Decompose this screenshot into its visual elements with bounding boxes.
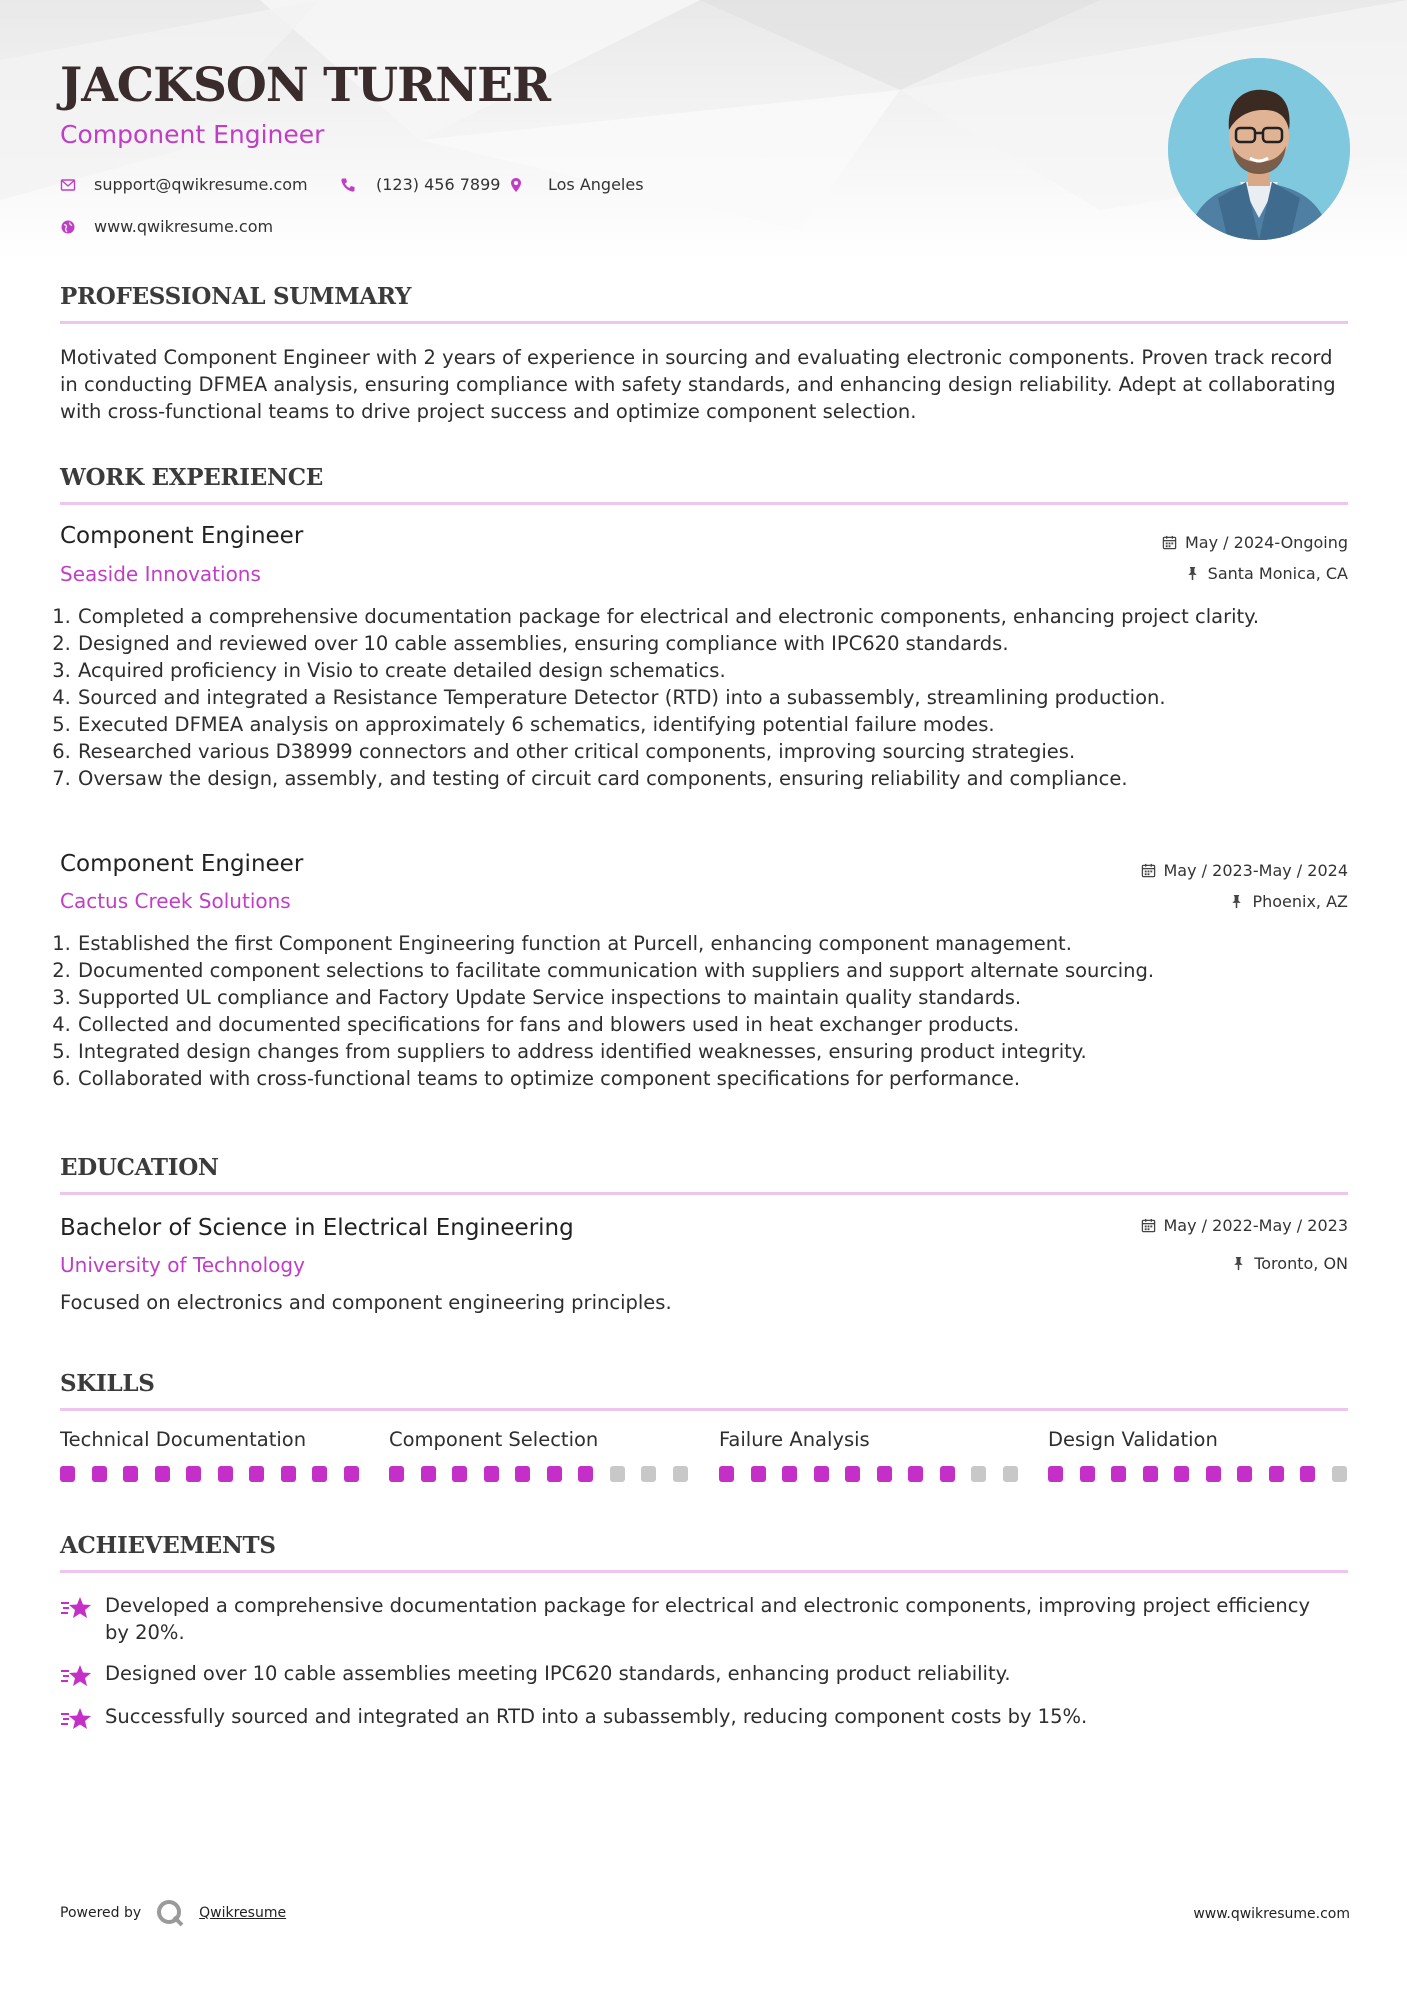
job-2-location <box>1229 892 1348 911</box>
skill-dot-filled <box>1048 1466 1063 1482</box>
qwikresume-link[interactable]: Qwikresume <box>199 1905 287 1921</box>
skill-dot-filled <box>1143 1466 1158 1482</box>
skill-dot-filled <box>814 1466 829 1482</box>
achievements-heading: ACHIEVEMENTS <box>60 1532 276 1559</box>
profile-photo <box>1168 58 1350 240</box>
skill-dot-filled <box>186 1466 201 1482</box>
skill-dot-empty <box>641 1466 656 1482</box>
job-2-bullet: 5. Integrated design changes from suppliers to address identified weaknesses, ensuring product integrity. <box>77 1038 1349 1065</box>
job-1-location <box>1185 564 1348 583</box>
job-1-date-text: May / 2024-Ongoing <box>1185 533 1348 552</box>
skill-dot-filled <box>547 1466 562 1482</box>
skill-dot-filled <box>281 1466 296 1482</box>
skill-dot-filled <box>389 1466 404 1482</box>
contact-website[interactable] <box>60 217 273 236</box>
summary-heading: PROFESSIONAL SUMMARY <box>60 283 412 310</box>
skill-dot-filled <box>940 1466 955 1482</box>
skill-dot-empty <box>673 1466 688 1482</box>
contact-phone-text: (123) 456 7899 <box>376 175 501 194</box>
star-icon <box>60 1705 92 1733</box>
skill-dot-filled <box>484 1466 499 1482</box>
skill-item <box>60 1428 358 1451</box>
calendar-icon <box>1141 863 1156 878</box>
job-2-bullet: 6. Collaborated with cross-functional teams to optimize component specifications for performance. <box>77 1065 1349 1092</box>
contact-location <box>508 175 644 194</box>
achievement-item <box>60 1660 1350 1690</box>
skill-dot-filled <box>1111 1466 1126 1482</box>
mail-icon <box>60 177 76 193</box>
skill-dot-filled <box>155 1466 170 1482</box>
skill-rating <box>719 1466 1034 1482</box>
skill-dot-filled <box>1269 1466 1284 1482</box>
pushpin-icon <box>1231 1256 1246 1271</box>
skill-dot-filled <box>782 1466 797 1482</box>
achievement-text: Developed a comprehensive documentation package for electrical and electronic components, improving project efficiency by 20%. <box>105 1594 1310 1644</box>
education-location <box>1231 1254 1348 1273</box>
experience-divider <box>60 502 1348 505</box>
skill-dot-empty <box>971 1466 986 1482</box>
job-2-bullet: 2. Documented component selections to facilitate communication with suppliers and support alternate sourcing. <box>77 957 1349 984</box>
job-2-bullet: 3. Supported UL compliance and Factory Update Service inspections to maintain quality standards. <box>77 984 1349 1011</box>
job-1-company: Seaside Innovations <box>60 562 261 586</box>
job-1-bullet: 2. Designed and reviewed over 10 cable assemblies, ensuring compliance with IPC620 standards. <box>77 630 1349 657</box>
education-description: Focused on electronics and component engineering principles. <box>60 1291 672 1314</box>
education-date-text: May / 2022-May / 2023 <box>1163 1216 1348 1235</box>
skill-dot-filled <box>719 1466 734 1482</box>
skill-name: Design Validation <box>1048 1428 1218 1451</box>
skill-item <box>719 1428 1017 1451</box>
skill-rating <box>1048 1466 1363 1482</box>
achievement-item <box>60 1703 1350 1733</box>
skill-dot-empty <box>1003 1466 1018 1482</box>
job-1-bullet: 7. Oversaw the design, assembly, and testing of circuit card components, ensuring reliability and compliance. <box>77 765 1349 792</box>
skill-dot-filled <box>908 1466 923 1482</box>
skill-dot-filled <box>452 1466 467 1482</box>
job-2-date <box>1141 861 1349 880</box>
job-1-location-text: Santa Monica, CA <box>1207 564 1348 583</box>
candidate-role: Component Engineer <box>60 120 325 149</box>
job-1-bullet: 4. Sourced and integrated a Resistance Temperature Detector (RTD) into a subassembly, streamlining production. <box>77 684 1349 711</box>
profile-illustration <box>1168 58 1350 240</box>
skill-dot-filled <box>578 1466 593 1482</box>
skill-dot-filled <box>1237 1466 1252 1482</box>
job-2-location-text: Phoenix, AZ <box>1252 892 1348 911</box>
achievements-divider <box>60 1570 1348 1573</box>
phone-icon <box>340 177 356 193</box>
skill-dot-filled <box>515 1466 530 1482</box>
skill-dot-filled <box>60 1466 75 1482</box>
pushpin-icon <box>1185 566 1200 581</box>
contact-phone[interactable] <box>340 175 500 194</box>
skill-dot-filled <box>312 1466 327 1482</box>
calendar-icon <box>1162 535 1177 550</box>
globe-icon <box>60 219 76 235</box>
skill-dot-filled <box>1174 1466 1189 1482</box>
skills-heading: SKILLS <box>60 1370 155 1397</box>
skill-dot-filled <box>344 1466 359 1482</box>
skill-dot-empty <box>1332 1466 1347 1482</box>
skill-dot-filled <box>877 1466 892 1482</box>
skill-dot-filled <box>845 1466 860 1482</box>
skill-dot-empty <box>610 1466 625 1482</box>
job-1-bullet: 3. Acquired proficiency in Visio to create detailed design schematics. <box>77 657 1349 684</box>
skill-dot-filled <box>92 1466 107 1482</box>
skill-name: Technical Documentation <box>60 1428 307 1451</box>
education-school: University of Technology <box>60 1253 305 1277</box>
job-1-bullet: 5. Executed DFMEA analysis on approximately 6 schematics, identifying potential failure modes. <box>77 711 1349 738</box>
achievement-text: Designed over 10 cable assemblies meeting IPC620 standards, enhancing product reliability. <box>105 1662 1011 1685</box>
skill-dot-filled <box>123 1466 138 1482</box>
job-1-bullet: 1. Completed a comprehensive documentation package for electrical and electronic components, enhancing project clarity. <box>77 603 1349 630</box>
qwikresume-logo-icon <box>155 1898 185 1928</box>
footer-website[interactable]: www.qwikresume.com <box>1193 1906 1350 1922</box>
location-pin-icon <box>508 177 524 193</box>
powered-by-label: Powered by <box>60 1905 142 1921</box>
job-2-date-text: May / 2023-May / 2024 <box>1163 861 1348 880</box>
job-1-bullets <box>60 603 1349 792</box>
contact-location-text: Los Angeles <box>548 175 644 194</box>
achievement-text: Successfully sourced and integrated an RTD into a subassembly, reducing component costs by 15%. <box>105 1705 1088 1728</box>
skill-item <box>1048 1428 1346 1451</box>
job-2-title: Component Engineer <box>60 851 304 877</box>
education-heading: EDUCATION <box>60 1154 219 1181</box>
skill-dot-filled <box>1300 1466 1315 1482</box>
skill-dot-filled <box>218 1466 233 1482</box>
candidate-name: JACKSON TURNER <box>60 58 551 113</box>
job-1-title: Component Engineer <box>60 523 304 549</box>
skill-name: Component Selection <box>389 1428 599 1451</box>
star-icon <box>60 1594 92 1622</box>
skill-name: Failure Analysis <box>719 1428 870 1451</box>
footer-powered-by <box>60 1898 286 1928</box>
education-degree: Bachelor of Science in Electrical Engineering <box>60 1215 574 1241</box>
contact-website-text: www.qwikresume.com <box>94 217 274 236</box>
calendar-icon <box>1141 1218 1156 1233</box>
skill-dot-filled <box>751 1466 766 1482</box>
job-2-bullet: 1. Established the first Component Engineering function at Purcell, enhancing component management. <box>77 930 1349 957</box>
summary-text: Motivated Component Engineer with 2 years of experience in sourcing and evaluating electronic components. Proven track record in conducting DFMEA analysis, ensuring compliance with safety standards, and enhancing design reliability. Adept at collaborating with cross-functional teams to drive project success and optimize component selection. <box>60 346 1336 423</box>
skills-divider <box>60 1408 1348 1411</box>
job-2-bullets <box>60 930 1349 1092</box>
job-2-company: Cactus Creek Solutions <box>60 889 291 913</box>
star-icon <box>60 1662 92 1690</box>
job-1-bullet: 6. Researched various D38999 connectors and other critical components, improving sourcing strategies. <box>77 738 1349 765</box>
skill-item <box>389 1428 687 1451</box>
experience-heading: WORK EXPERIENCE <box>60 464 323 491</box>
education-divider <box>60 1192 1348 1195</box>
job-1-date <box>1162 533 1348 552</box>
education-date <box>1141 1216 1349 1235</box>
contact-email-text: support@qwikresume.com <box>94 175 308 194</box>
skill-dot-filled <box>421 1466 436 1482</box>
skill-dot-filled <box>1206 1466 1221 1482</box>
job-2-bullet: 4. Collected and documented specifications for fans and blowers used in heat exchanger products. <box>77 1011 1349 1038</box>
skill-rating <box>389 1466 704 1482</box>
achievement-item <box>60 1592 1350 1646</box>
education-location-text: Toronto, ON <box>1254 1254 1348 1273</box>
skill-dot-filled <box>249 1466 264 1482</box>
contact-email[interactable] <box>60 175 308 194</box>
summary-divider <box>60 321 1348 324</box>
pushpin-icon <box>1229 894 1244 909</box>
skill-dot-filled <box>1080 1466 1095 1482</box>
skill-rating <box>60 1466 375 1482</box>
